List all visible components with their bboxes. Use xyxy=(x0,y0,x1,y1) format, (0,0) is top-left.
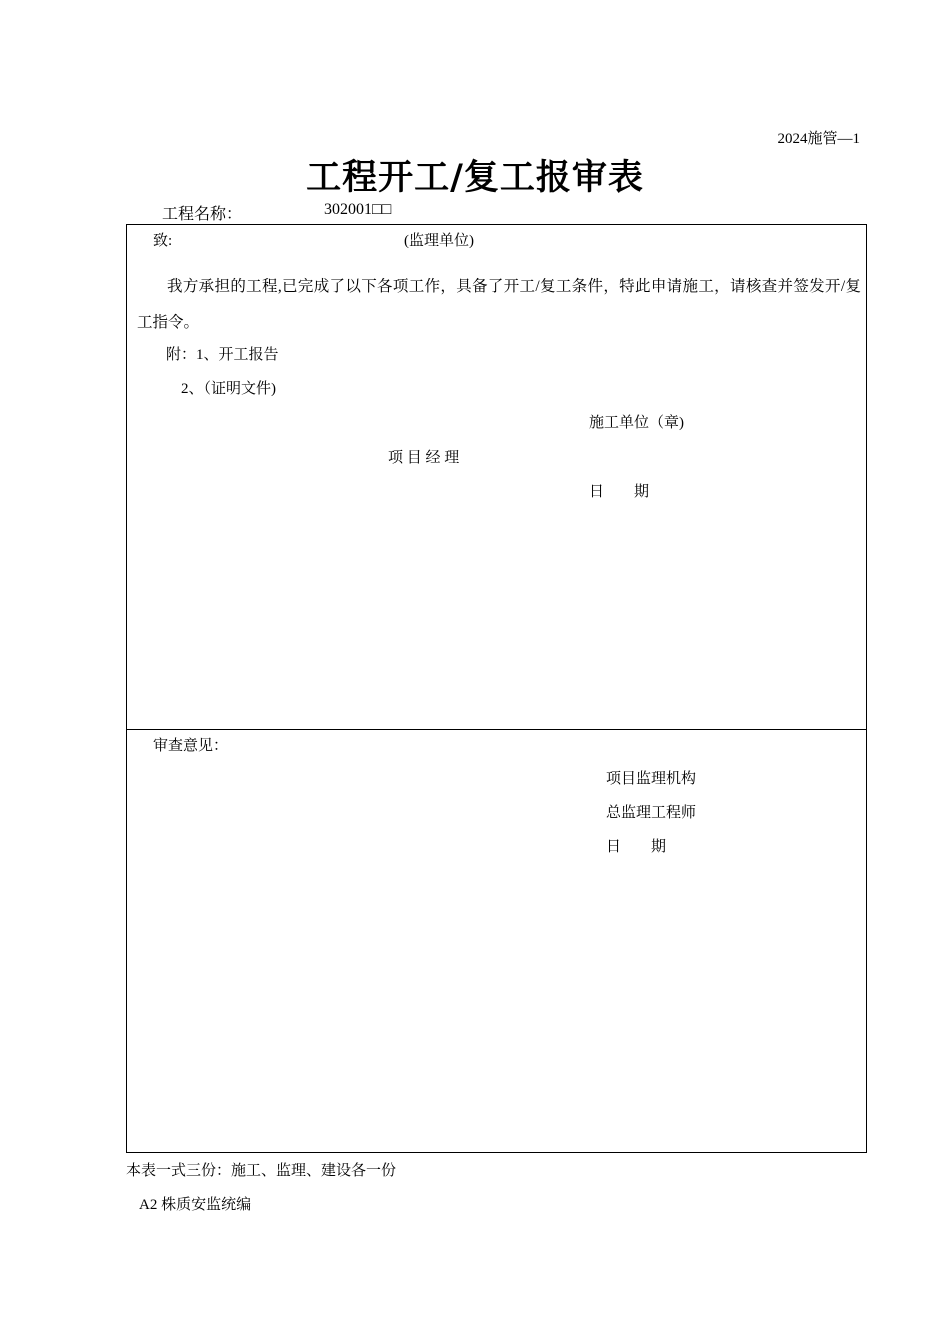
application-body: 我方承担的工程,已完成了以下各项工作，具备了开工/复工条件，特此申请施工，请核查并签发开/复工指令。 xyxy=(137,278,861,331)
review-opinion-label: 审查意见： xyxy=(153,738,229,754)
chief-engineer-label: 总监理工程师 xyxy=(606,805,697,821)
supervisor-unit-label: (监理单位) xyxy=(404,233,474,249)
section-divider xyxy=(126,729,867,730)
form-code: 2024施管—1 xyxy=(777,131,860,147)
attachment-1: 附：1、开工报告 xyxy=(166,347,279,363)
application-date-label: 日 期 xyxy=(589,484,650,500)
attachment-2: 2、（证明文件) xyxy=(181,381,276,397)
review-date-label: 日 期 xyxy=(606,839,667,855)
copies-note: 本表一式三份：施工、监理、建设各一份 xyxy=(126,1163,397,1179)
to-label: 致: xyxy=(153,233,173,249)
project-manager-label: 项 目 经 理 xyxy=(388,450,460,466)
contractor-unit-label: 施工单位（章) xyxy=(589,415,684,431)
page-title: 工程开工/复工报审表 xyxy=(306,158,644,198)
issuer-note: A2 株质安监统编 xyxy=(139,1197,252,1213)
project-name-label: 工程名称： xyxy=(162,206,243,223)
project-name-value: 302001□□ xyxy=(324,201,392,218)
supervision-org-label: 项目监理机构 xyxy=(606,771,697,787)
